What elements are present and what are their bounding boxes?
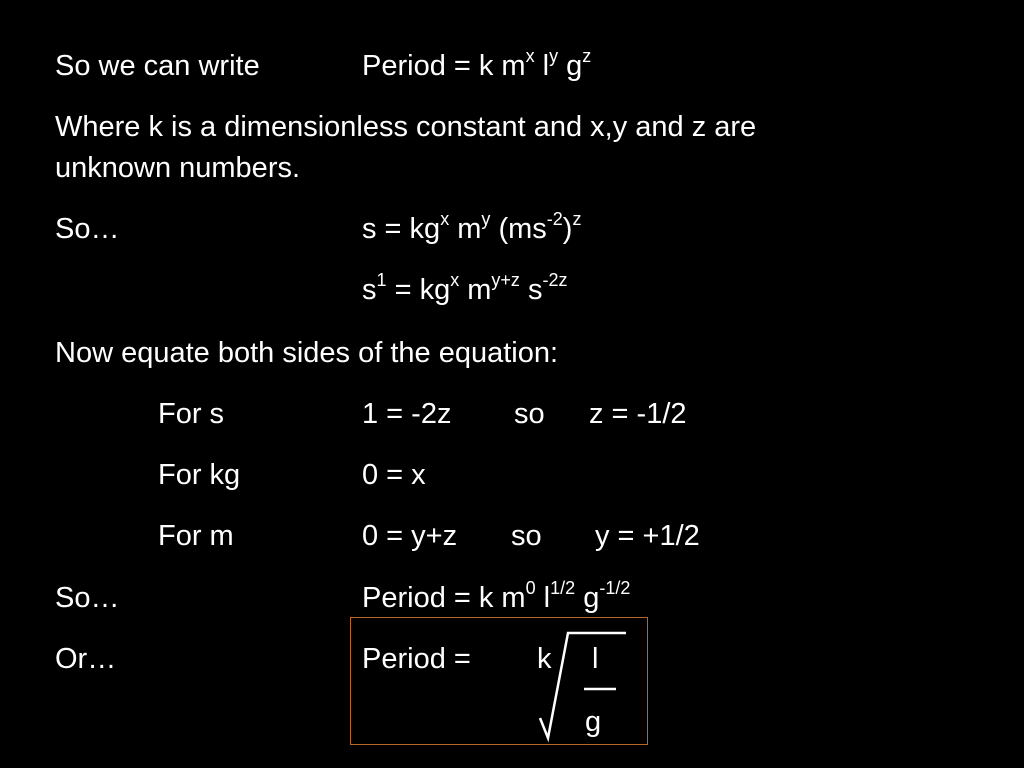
fraction-numerator: l [592,643,599,675]
row-or-label: Or… [55,643,117,675]
constant-description-line2: unknown numbers. [55,152,301,184]
for-m-result: y = +1/2 [595,520,700,552]
period-formula-general: Period = k $m^x$ $l^y$ $g^z$ [362,46,592,82]
constant-k: k [537,643,552,675]
for-s-so: so [514,398,545,430]
for-kg-equation: 0 = x [362,459,426,491]
period-formula-solved: Period = k $m^0$ $l^{1/2}$ $g^{-1/2}$ [362,578,631,614]
fraction-denominator: g [585,706,602,738]
radical-sign [540,633,626,738]
for-s-label: For s [158,398,225,430]
dimension-equation: $s = kg^x$ $m^y$ $(ms^{-2})^z$ [362,209,582,245]
period-label: Period = [362,643,471,675]
dimension-equation-simplified: $s^1 = kg^x$ $m^{y+z}$ $s^{-2z}$ [362,270,568,306]
for-s-equation: 1 = -2z [362,398,452,430]
row-so2-label: So… [55,582,120,614]
for-s-result: z = -1/2 [589,398,687,430]
equate-instruction: Now equate both sides of the equation: [55,337,559,369]
row2-label: So… [55,213,120,245]
constant-description-line1: Where k is a dimensionless constant and x,y and z are [55,111,757,143]
row1-label: So we can write [55,50,260,82]
for-m-equation: 0 = y+z [362,520,458,552]
for-m-so: so [511,520,542,552]
square-root-icon [536,628,632,746]
for-m-label: For m [158,520,234,552]
for-kg-label: For kg [158,459,241,491]
